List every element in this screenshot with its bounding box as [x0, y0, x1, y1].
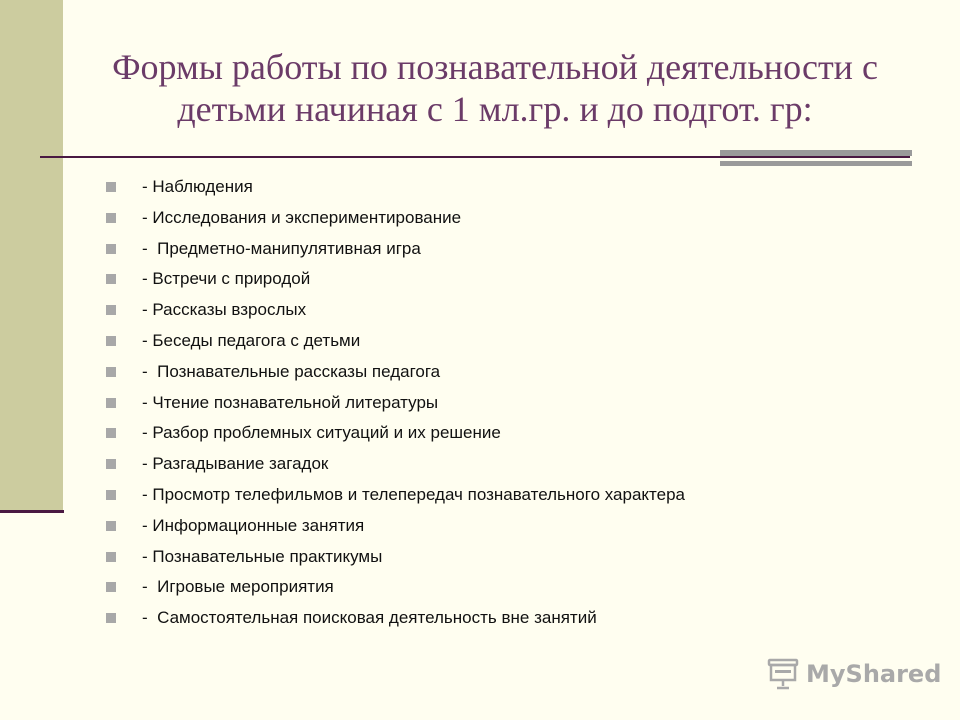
list-item	[104, 328, 685, 359]
list-item	[104, 390, 685, 421]
watermark-text: MyShared	[806, 660, 942, 688]
square-bullet-icon	[106, 182, 116, 192]
slide-title-line-2: детьми начиная с 1 мл.гр. и до подгот. гр:	[177, 89, 813, 129]
square-bullet-icon	[106, 274, 116, 284]
slide-title	[80, 46, 910, 130]
list-item	[104, 266, 685, 297]
list-item	[104, 205, 685, 236]
square-bullet-icon	[106, 613, 116, 623]
bullet-list	[104, 174, 685, 636]
square-bullet-icon	[106, 367, 116, 377]
list-item-text: - Встречи с природой	[142, 269, 311, 289]
list-item-text: - Просмотр телефильмов и телепередач познавательного характера	[142, 484, 686, 504]
square-bullet-icon	[106, 552, 116, 562]
square-bullet-icon	[106, 213, 116, 223]
list-item	[104, 420, 685, 451]
title-divider-accent	[720, 150, 912, 168]
list-item	[104, 544, 685, 575]
myshared-watermark	[766, 656, 941, 692]
slide-title-line-1: Формы работы по познавательной деятельности с	[112, 47, 878, 87]
square-bullet-icon	[106, 244, 116, 254]
list-item-text: - Познавательные практикумы	[142, 546, 383, 566]
list-item	[104, 482, 685, 513]
list-item	[104, 359, 685, 390]
list-item	[104, 605, 685, 636]
list-item-text: - Наблюдения	[142, 177, 253, 196]
square-bullet-icon	[106, 582, 116, 592]
list-item	[104, 297, 685, 328]
list-item-text: - Познавательные рассказы педагога	[142, 361, 441, 381]
list-item-text: - Разгадывание загадок	[142, 454, 329, 474]
left-band-underline	[0, 510, 64, 513]
list-item-text: - Разбор проблемных ситуаций и их решение	[142, 423, 501, 443]
square-bullet-icon	[106, 428, 116, 438]
square-bullet-icon	[106, 521, 116, 531]
projector-screen-icon	[766, 657, 800, 691]
list-item	[104, 236, 685, 267]
list-item	[104, 574, 685, 605]
square-bullet-icon	[106, 305, 116, 315]
left-decorative-band	[0, 0, 63, 512]
list-item	[104, 451, 685, 482]
list-item-text: - Рассказы взрослых	[142, 300, 307, 320]
square-bullet-icon	[106, 336, 116, 346]
square-bullet-icon	[106, 398, 116, 408]
list-item-text: - Исследования и экспериментирование	[142, 207, 462, 227]
square-bullet-icon	[106, 459, 116, 469]
list-item-text: - Предметно-манипулятивная игра	[142, 238, 421, 258]
list-item-text: - Чтение познавательной литературы	[142, 392, 439, 412]
list-item-text: - Беседы педагога с детьми	[142, 330, 361, 350]
list-item-text: - Самостоятельная поисковая деятельность вне занятий	[142, 608, 597, 628]
list-item	[104, 513, 685, 544]
list-item-text: - Игровые мероприятия	[142, 577, 334, 597]
list-item-text: - Информационные занятия	[142, 515, 365, 535]
square-bullet-icon	[106, 490, 116, 500]
list-item	[104, 174, 685, 205]
